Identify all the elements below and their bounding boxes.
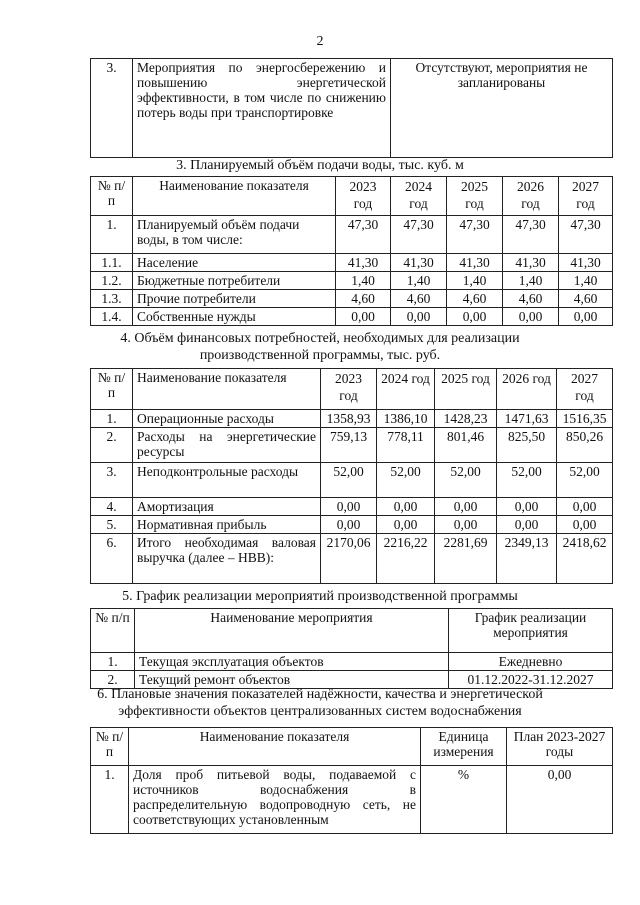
- cell-value: 52,00: [557, 463, 613, 498]
- cell-value: 41,30: [447, 254, 503, 272]
- cell-value: 47,30: [559, 216, 613, 254]
- cell-value: 825,50: [497, 428, 557, 463]
- measure-name: Мероприятия по энергосбережению и повышению энергетической эффективности, в том числе по снижению потерь воды при транспортировке: [133, 59, 391, 158]
- header-name: Наименование показателя: [129, 728, 421, 766]
- row-name: Бюджетные потребители: [133, 272, 336, 290]
- cell-value: 0,00: [391, 308, 447, 326]
- header-year: 2026 год: [503, 177, 559, 216]
- cell-value: 0,00: [377, 498, 435, 516]
- cell-value: 0,00: [321, 498, 377, 516]
- cell-value: 759,13: [321, 428, 377, 463]
- header-year: 2027 год: [557, 369, 613, 410]
- header-name: Наименование показателя: [133, 369, 321, 410]
- cell-value: 801,46: [435, 428, 497, 463]
- table-row: [91, 766, 613, 834]
- cell-value: 01.12.2022-31.12.2027: [449, 671, 613, 689]
- table-row: [91, 254, 613, 272]
- header-plan: План 2023-2027 годы: [507, 728, 613, 766]
- cell-value: 2418,62: [557, 534, 613, 584]
- row-name: Итого необходимая валовая выручка (далее – НВВ):: [133, 534, 321, 584]
- header-year: 2027 год: [559, 177, 613, 216]
- cell-value: 2170,06: [321, 534, 377, 584]
- row-name: Нормативная прибыль: [133, 516, 321, 534]
- cell-value: 0,00: [559, 308, 613, 326]
- cell-value: 0,00: [377, 516, 435, 534]
- measures-table: [90, 58, 613, 158]
- table-row: [91, 516, 613, 534]
- row-name: Операционные расходы: [133, 410, 321, 428]
- cell-value: 0,00: [435, 498, 497, 516]
- cell-value: 47,30: [336, 216, 391, 254]
- row-number: 1.2.: [91, 272, 133, 290]
- table-header-row: [91, 177, 613, 216]
- cell-value: 0,00: [557, 516, 613, 534]
- table-row: [91, 216, 613, 254]
- water-supply-table: [90, 176, 613, 326]
- cell-value: 0,00: [447, 308, 503, 326]
- cell-value: 0,00: [557, 498, 613, 516]
- cell-value: 1358,93: [321, 410, 377, 428]
- row-number: 2.: [91, 428, 133, 463]
- cell-value: 47,30: [447, 216, 503, 254]
- header-num: № п/п: [91, 177, 133, 216]
- header-num: № п/п: [91, 728, 129, 766]
- row-number: 1.3.: [91, 290, 133, 308]
- header-year: 2023 год: [336, 177, 391, 216]
- row-name: Планируемый объём подачи воды, в том числе:: [133, 216, 336, 254]
- cell-value: 2349,13: [497, 534, 557, 584]
- cell-value: 1,40: [391, 272, 447, 290]
- cell-value: 41,30: [391, 254, 447, 272]
- financial-needs-table: [90, 368, 613, 584]
- row-name: Население: [133, 254, 336, 272]
- measure-value: Отсутствуют, мероприятия не запланированы: [391, 59, 613, 158]
- cell-value: 2216,22: [377, 534, 435, 584]
- table-header-row: [91, 369, 613, 410]
- cell-value: 52,00: [497, 463, 557, 498]
- cell-value: 52,00: [435, 463, 497, 498]
- row-number: 1.: [91, 653, 135, 671]
- indicators-table: [90, 727, 613, 834]
- header-num: № п/п: [91, 369, 133, 410]
- row-name: Доля проб питьевой воды, подаваемой с источников водоснабжения в распределительную водопроводную сеть, не соответствующих установленным: [129, 766, 421, 834]
- cell-value: 52,00: [377, 463, 435, 498]
- row-name: Текущая эксплуатация объектов: [135, 653, 449, 671]
- cell-value: 4,60: [447, 290, 503, 308]
- row-number: 5.: [91, 516, 133, 534]
- cell-value: 1,40: [559, 272, 613, 290]
- cell-value: 41,30: [336, 254, 391, 272]
- row-name: Собственные нужды: [133, 308, 336, 326]
- table-row: [91, 272, 613, 290]
- cell-value: 1428,23: [435, 410, 497, 428]
- cell-value: 778,11: [377, 428, 435, 463]
- row-name: Текущий ремонт объектов: [135, 671, 449, 689]
- cell-value: 2281,69: [435, 534, 497, 584]
- header-num: № п/п: [91, 609, 135, 653]
- section3-title: 3. Планируемый объём подачи воды, тыс. куб. м: [176, 158, 464, 173]
- table-header-row: [91, 609, 613, 653]
- cell-value: 0,00: [435, 516, 497, 534]
- row-name: Амортизация: [133, 498, 321, 516]
- cell-value: 1471,63: [497, 410, 557, 428]
- cell-value: Ежедневно: [449, 653, 613, 671]
- cell-value: 1,40: [336, 272, 391, 290]
- table-header-row: [91, 728, 613, 766]
- table-row: [91, 410, 613, 428]
- row-number: 1.4.: [91, 308, 133, 326]
- row-number: 1.: [91, 410, 133, 428]
- table-row: [91, 428, 613, 463]
- cell-value: 0,00: [507, 766, 613, 834]
- header-name: Наименование мероприятия: [135, 609, 449, 653]
- row-name: Расходы на энергетические ресурсы: [133, 428, 321, 463]
- cell-value: 0,00: [497, 498, 557, 516]
- header-year: 2025 год: [447, 177, 503, 216]
- page-number: 2: [316, 34, 324, 49]
- header-year: 2025 год: [435, 369, 497, 410]
- row-number: 1.: [91, 766, 129, 834]
- cell-value: 47,30: [391, 216, 447, 254]
- header-name: Наименование показателя: [133, 177, 336, 216]
- cell-value: 1386,10: [377, 410, 435, 428]
- section4-title: 4. Объём финансовых потребностей, необходимых для реализации производственной программы, тыс. руб.: [120, 331, 520, 363]
- row-number: 2.: [91, 671, 135, 689]
- table-row: [91, 59, 613, 158]
- cell-value: 52,00: [321, 463, 377, 498]
- header-year: 2024 год: [391, 177, 447, 216]
- row-number: 3.: [91, 463, 133, 498]
- cell-value: 4,60: [391, 290, 447, 308]
- table-row: [91, 534, 613, 584]
- schedule-table: [90, 608, 613, 689]
- header-year: 2024 год: [377, 369, 435, 410]
- table-row: [91, 653, 613, 671]
- cell-value: 4,60: [503, 290, 559, 308]
- cell-value: 47,30: [503, 216, 559, 254]
- row-number: 1.: [91, 216, 133, 254]
- cell-value: 0,00: [497, 516, 557, 534]
- cell-value: 4,60: [336, 290, 391, 308]
- table-row: [91, 463, 613, 498]
- section6-title: 6. Плановые значения показателей надёжности, качества и энергетической эффективности объектов централизованных систем водоснабжения: [97, 687, 543, 719]
- header-unit: Единица измерения: [421, 728, 507, 766]
- cell-value: 1516,35: [557, 410, 613, 428]
- row-number: 6.: [91, 534, 133, 584]
- row-number: 1.1.: [91, 254, 133, 272]
- row-number: 3.: [91, 59, 133, 158]
- cell-value: 0,00: [321, 516, 377, 534]
- cell-value: 41,30: [503, 254, 559, 272]
- cell-value: 0,00: [336, 308, 391, 326]
- cell-value: 1,40: [447, 272, 503, 290]
- section5-title: 5. График реализации мероприятий производственной программы: [122, 589, 518, 604]
- row-name: Неподконтрольные расходы: [133, 463, 321, 498]
- row-name: Прочие потребители: [133, 290, 336, 308]
- table-row: [91, 498, 613, 516]
- cell-value: 0,00: [503, 308, 559, 326]
- cell-unit: %: [421, 766, 507, 834]
- header-year: 2026 год: [497, 369, 557, 410]
- cell-value: 4,60: [559, 290, 613, 308]
- table-row: [91, 290, 613, 308]
- header-year: 2023 год: [321, 369, 377, 410]
- cell-value: 850,26: [557, 428, 613, 463]
- table-row: [91, 308, 613, 326]
- cell-value: 41,30: [559, 254, 613, 272]
- cell-value: 1,40: [503, 272, 559, 290]
- row-number: 4.: [91, 498, 133, 516]
- header-schedule: График реализации мероприятия: [449, 609, 613, 653]
